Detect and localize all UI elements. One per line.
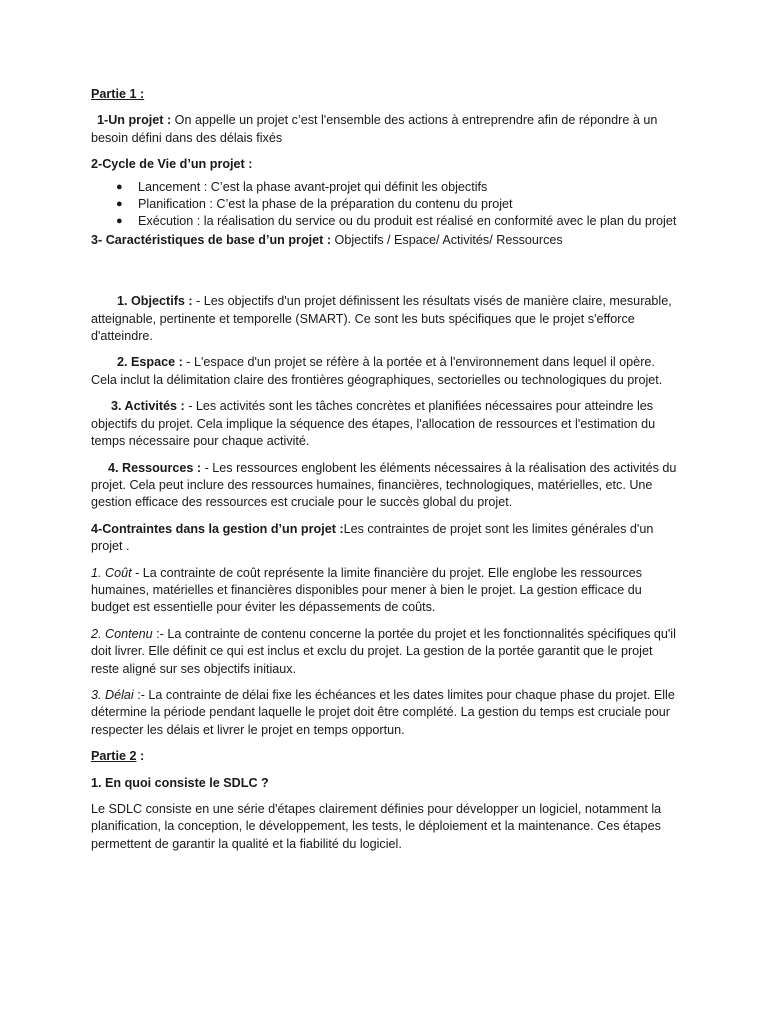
objectifs-paragraph [91, 293, 679, 345]
activites-label: 3. Activités : [111, 399, 185, 414]
partie2-title: Partie 2 [91, 749, 137, 764]
projet-definition-label: 1-Un projet : [97, 113, 172, 128]
activites-text: - Les activités sont les tâches concrètes et planifiées nécessaires pour atteindre les objectifs du projet. Cela implique la séquence des étapes, l'allocation de ressources et l'estimation du temps nécessaire pour chaque activité. [91, 399, 656, 449]
activites-paragraph [91, 398, 679, 450]
ressources-label: 4. Ressources : [108, 460, 202, 475]
caracteristiques-line [91, 232, 679, 249]
sdlc-answer: Le SDLC consiste en une série d'étapes clairement définies pour développer un logiciel, notamment la planification, la conception, le développement, les tests, le déploiement et la maintenance. Ces étapes permettent de garantir la qualité et la fiabilité du logiciel. [91, 802, 662, 851]
partie2-suffix: : [136, 749, 145, 764]
sdlc-question: 1. En quoi consiste le SDLC ? [91, 775, 269, 790]
objectifs-text: - Les objectifs d'un projet définissent les résultats visés de manière claire, mesurable, atteignable, pertinente et temporelle (SMART). Ce sont les buts spécifiques que le projet s'efforce d'atteindre. [91, 294, 672, 344]
bullet-icon: ● [116, 215, 123, 228]
cycle-item-text: Planification : C’est la phase de la préparation du contenu du projet [138, 197, 513, 212]
contraintes-label: 4-Contraintes dans la gestion d’un projet : [91, 521, 344, 536]
contenu-label: 2. Contenu [91, 626, 153, 641]
contraintes-paragraph [91, 521, 679, 556]
cycle-list-item [91, 213, 679, 230]
projet-definition-text: On appelle un projet c’est l'ensemble des actions à entreprendre afin de répondre à un besoin défini dans des délais fixés [91, 113, 658, 145]
espace-paragraph [91, 354, 679, 389]
ressources-paragraph [91, 460, 679, 512]
delai-label: 3. Délai [91, 687, 134, 702]
cycle-heading: 2-Cycle de Vie d’un projet : [91, 157, 253, 172]
cycle-item-text: Exécution : la réalisation du service ou du produit est réalisé en conformité avec le plan du projet [138, 214, 677, 229]
contenu-paragraph [91, 626, 679, 678]
bullet-icon: ● [116, 180, 123, 193]
caracteristiques-label: 3- Caractéristiques de base d’un projet : [91, 232, 332, 247]
partie1-heading: Partie 1 : [91, 87, 145, 101]
delai-text: :- La contrainte de délai fixe les échéances et les dates limites pour chaque phase du projet. Elle détermine la période pendant laquelle le projet doit être complété. La gestion du temps est cruciale pour respecter les délais et livrer le projet en temps opportun. [91, 687, 675, 737]
espace-text: - L'espace d'un projet se réfère à la portée et à l'environnement dans lequel il opère. Cela inclut la délimitation claire des frontières géographiques, sectorielles ou technologiques du projet. [91, 355, 663, 387]
contenu-text: :- La contrainte de contenu concerne la portée du projet et les fonctionnalités spécifiques qu'il doit livrer. Elle définit ce qui est inclus et exclu du projet. La gestion de la portée garantit que le projet reste aligné sur ses objectifs initiaux. [91, 626, 676, 676]
contraintes-text: Les contraintes de projet sont les limites générales d'un projet . [91, 521, 654, 554]
projet-definition [91, 112, 679, 147]
document-page [91, 86, 679, 853]
cout-label: 1. Coût [91, 565, 132, 580]
ressources-text: - Les ressources englobent les éléments nécessaires à la réalisation des activités du projet. Cela peut inclure des ressources humaines, financières, technologiques, matérielles, etc. Une gestion efficace des ressources est cruciale pour le succès global du projet. [91, 460, 677, 510]
bullet-icon: ● [116, 198, 123, 211]
cycle-list-item [91, 179, 679, 196]
cycle-list-item [91, 196, 679, 213]
cycle-item-text: Lancement : C’est la phase avant-projet qui définit les objectifs [138, 179, 488, 194]
caracteristiques-text: Objectifs / Espace/ Activités/ Ressources [331, 232, 563, 247]
objectifs-label: 1. Objectifs : [117, 294, 193, 309]
cout-text: - La contrainte de coût représente la limite financière du projet. Elle englobe les ressources humaines, matérielles et financières disponibles pour mener à bien le projet. La gestion efficace du budget est essentielle pour éviter les dépassements de coûts. [91, 565, 642, 615]
partie2-heading [91, 748, 679, 765]
section-spacer [91, 258, 679, 293]
delai-paragraph [91, 687, 679, 739]
cout-paragraph [91, 565, 679, 617]
cycle-list [91, 179, 679, 231]
espace-label: 2. Espace : [117, 355, 183, 370]
